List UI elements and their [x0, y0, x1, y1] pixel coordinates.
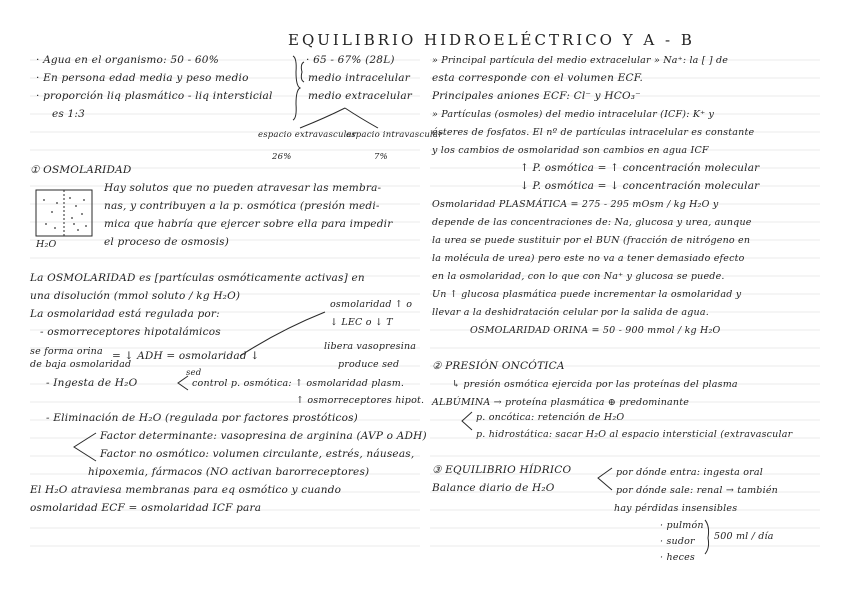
intro-line-2: · En persona edad media y peso medio	[36, 72, 249, 84]
osmolaridad-def-2: una disolución (mmol soluto / kg H₂O)	[30, 290, 241, 302]
osmorreceptores-hipot: ↑ osmorreceptores hipot.	[296, 395, 425, 406]
eliminacion-h2o: - Eliminación de H₂O (regulada por factores prostóticos)	[46, 412, 358, 424]
factor-no-osmotico: Factor no osmótico: volumen circulante, estrés, náuseas,	[100, 448, 415, 460]
osmosis-para-3: mica que habría que ejercer sobre ella para impedir	[104, 218, 393, 230]
side-note-3: libera vasopresina	[324, 341, 417, 352]
plasm-4: la molécula de urea) pero este no va a tener demasiado efecto	[432, 253, 745, 264]
ingesta-h2o: - Ingesta de H₂O	[46, 377, 138, 389]
final-line-2: osmolaridad ECF = osmolaridad ICF para	[30, 502, 262, 514]
right-top-3: Principales aniones ECF: Cl⁻ y HCO₃⁻	[432, 90, 641, 102]
espacio-intravascular: espacio intravascular	[346, 130, 443, 140]
sed-label: sed	[186, 368, 202, 378]
intro-line-4: es 1:3	[52, 108, 86, 120]
right-top-2: esta corresponde con el volumen ECF.	[432, 72, 644, 84]
perdida-pulmon: · pulmón	[660, 520, 704, 531]
beaker-label: H₂O	[36, 239, 57, 250]
presion-line-2: ALBÚMINA → proteína plasmática ⊕ predominante	[432, 397, 690, 408]
osmolaridad-def-1: La OSMOLARIDAD es [partículas osmóticamente activas] en	[30, 272, 365, 284]
balance-label: Balance diario de H₂O	[432, 482, 555, 494]
p-osmotica-up: ↑ P. osmótica = ↑ concentración molecular	[520, 162, 760, 174]
control-p-osmotica: control p. osmótica: ↑ osmolaridad plasm.	[192, 378, 405, 389]
side-note-2: ↓ LEC o ↓ T	[330, 317, 393, 328]
osmolaridad-heading: ① OSMOLARIDAD	[30, 164, 132, 176]
medio-intracelular: medio intracelular	[308, 72, 410, 84]
balance-heading: ③ EQUILIBRIO HÍDRICO	[432, 464, 572, 476]
osmolaridad-def-4: - osmorreceptores hipotalámicos	[40, 326, 221, 338]
right-top-6: y los cambios de osmolaridad son cambios en agua ICF	[432, 145, 709, 156]
p-osmotica-down: ↓ P. osmótica = ↓ concentración molecular	[520, 180, 760, 192]
plasm-3: la urea se puede sustituir por el BUN (fracción de nitrógeno en	[432, 235, 751, 246]
plasm-5: en la osmolaridad, con lo que con Na⁺ y glucosa se puede.	[432, 271, 725, 282]
plasm-7: llevar a la deshidratación celular por la salida de agua.	[432, 307, 709, 318]
side-note-1: osmolaridad ↑ o	[330, 299, 413, 310]
perdida-heces: · heces	[660, 552, 695, 563]
perdidas-insensibles: hay pérdidas insensibles	[614, 503, 738, 514]
intro-line-3: · proporción liq plasmático - liq intersticial	[36, 90, 273, 102]
water-total: · 65 - 67% (28L)	[306, 54, 395, 66]
espacio-intravascular-pct: 7%	[374, 152, 388, 162]
factor-no-osmotico-cont: hipoxemia, fármacos (NO activan barorreceptores)	[88, 466, 370, 478]
forma-orina-1: se forma orina	[30, 346, 103, 357]
presion-heading: ② PRESIÓN ONCÓTICA	[432, 360, 565, 372]
presion-oncotica: p. oncótica: retención de H₂O	[476, 412, 625, 423]
final-line-1: El H₂O atraviesa membranas para eq osmótico y cuando	[30, 484, 342, 496]
osmosis-para-1: Hay solutos que no pueden atravesar las membra-	[104, 182, 382, 194]
forma-orina-2: de baja osmolaridad	[30, 359, 132, 370]
presion-hidrostatica: p. hidrostática: sacar H₂O al espacio intersticial (extravascular	[476, 429, 793, 440]
balance-salida: por dónde sale: renal → también	[616, 485, 778, 496]
adh-effect: = ↓ ADH = osmolaridad ↓	[112, 350, 260, 362]
espacio-extravascular-pct: 26%	[272, 152, 292, 162]
page-title: EQUILIBRIO HIDROELÉCTRICO Y A - B	[288, 31, 695, 49]
right-top-1: » Principal partícula del medio extracelular » Na⁺: la [ ] de	[432, 55, 729, 66]
factor-determinante: Factor determinante: vasopresina de arginina (AVP o ADH)	[100, 430, 427, 442]
medio-extracelular: medio extracelular	[308, 90, 412, 102]
osmosis-para-2: nas, y contribuyen a la p. osmótica (presión medi-	[104, 200, 380, 212]
osmolaridad-def-3: La osmolaridad está regulada por:	[30, 308, 220, 320]
perdida-sudor: · sudor	[660, 536, 695, 547]
osmosis-para-4: el proceso de osmosis)	[104, 236, 230, 248]
presion-line-1: ↳ presión osmótica ejercida por las proteínas del plasma	[452, 379, 738, 390]
balance-entrada: por dónde entra: ingesta oral	[616, 467, 763, 478]
side-note-4: produce sed	[338, 359, 400, 370]
plasm-6: Un ↑ glucosa plasmática puede incrementar la osmolaridad y	[432, 289, 742, 300]
plasm-1: Osmolaridad PLASMÁTICA = 275 - 295 mOsm / kg H₂O y	[432, 199, 719, 210]
intro-line-1: · Agua en el organismo: 50 - 60%	[36, 54, 219, 66]
right-top-4: » Partículas (osmoles) del medio intracelular (ICF): K⁺ y	[432, 109, 715, 120]
espacio-extravascular: espacio extravascular	[258, 130, 357, 140]
plasm-2: depende de las concentraciones de: Na, glucosa y urea, aunque	[432, 217, 752, 228]
right-top-5: ésteres de fosfatos. El nº de partículas intracelular es constante	[432, 127, 755, 138]
osmolaridad-orina: OSMOLARIDAD ORINA = 50 - 900 mmol / kg H₂O	[470, 325, 721, 336]
perdidas-total: 500 ml / día	[714, 531, 774, 542]
